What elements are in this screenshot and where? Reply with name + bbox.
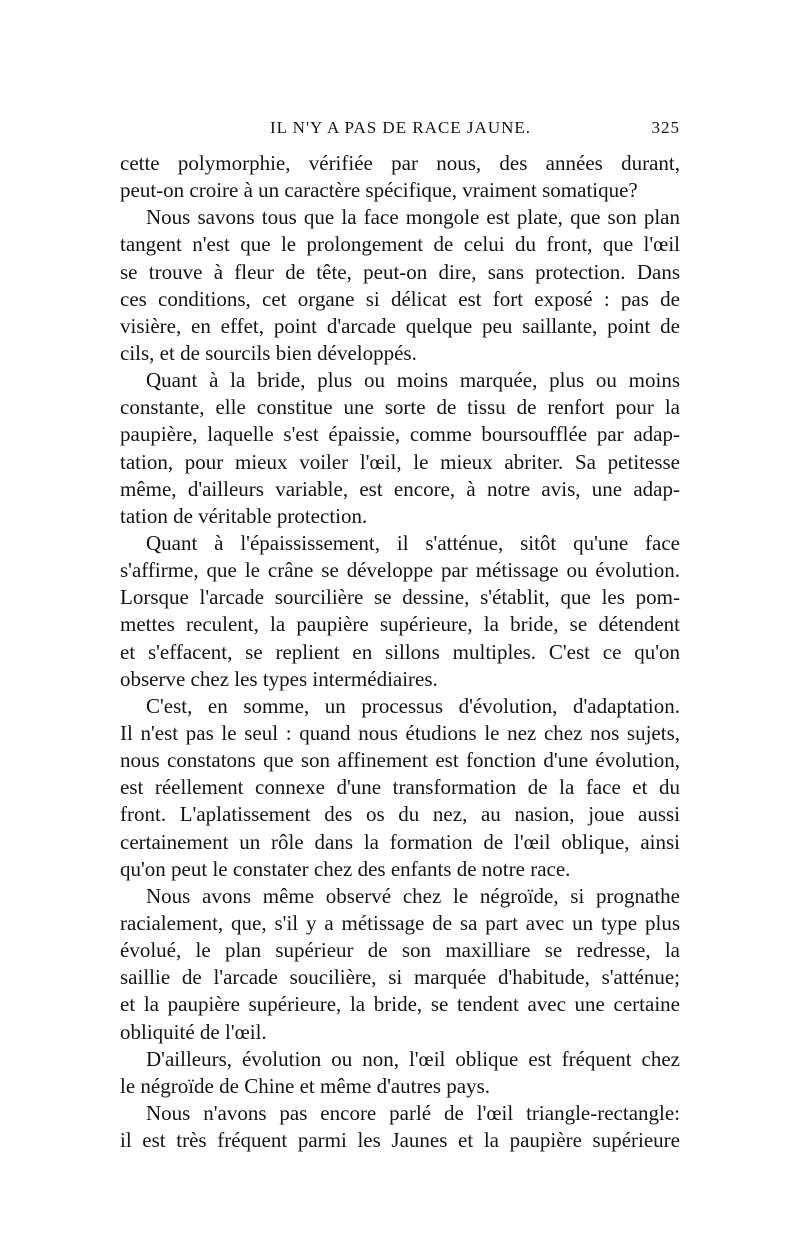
text-line: Il n'est pas le seul : quand nous étudions le nez chez nos sujets, <box>120 720 680 745</box>
text-line: il est très fréquent parmi les Jaunes et la paupière supérieure <box>120 1128 680 1153</box>
text-line: certainement un rôle dans la formation de l'œil oblique, ainsi <box>120 829 680 854</box>
text-line: et s'effacent, se replient en sillons multiples. C'est ce qu'on <box>120 639 680 664</box>
text-line: D'ailleurs, évolution ou non, l'œil oblique est fréquent chez <box>146 1046 680 1071</box>
text-line: observe chez les types intermédiaires. <box>120 666 438 691</box>
text-line: mettes reculent, la paupière supérieure, la bride, se détendent <box>120 612 680 637</box>
text-line: cils, et de sourcils bien développés. <box>120 340 417 365</box>
text-line: cette polymorphie, vérifiée par nous, des années durant, <box>120 151 680 175</box>
text-line: ces conditions, cet organe si délicat est fort exposé : pas de <box>120 286 680 311</box>
text-line: Nous n'avons pas encore parlé de l'œil triangle-rectangle: <box>146 1100 680 1125</box>
body-text <box>120 150 680 1154</box>
text-line: Lorsque l'arcade sourcilière se dessine, s'établit, que les pom- <box>120 585 680 610</box>
text-line: Quant à l'épaississement, il s'atténue, sitôt qu'une face <box>146 530 680 555</box>
text-line: saillie de l'arcade soucilière, si marquée d'habitude, s'atténue; <box>120 965 680 990</box>
text-line: Quant à la bride, plus ou moins marquée, plus ou moins <box>146 368 680 393</box>
text-line: s'affirme, que le crâne se développe par métissage ou évolution. <box>120 558 680 583</box>
text-line: est réellement connexe d'une transformation de la face et du <box>120 775 680 800</box>
text-line: visière, en effet, point d'arcade quelque peu saillante, point de <box>120 313 680 338</box>
text-line: obliquité de l'œil. <box>120 1019 267 1044</box>
running-head-title: IL N'Y A PAS DE RACE JAUNE. <box>270 118 532 137</box>
text-line: Nous avons même observé chez le négroïde, si prognathe <box>146 883 680 908</box>
text-line: racialement, que, s'il y a métissage de sa part avec un type plus <box>120 910 680 935</box>
page-number: 325 <box>651 118 680 137</box>
text-line: tation de véritable protection. <box>120 503 368 528</box>
text-line: C'est, en somme, un processus d'évolution, d'adaptation. <box>146 693 680 718</box>
text-line: front. L'aplatissement des os du nez, au nasion, joue aussi <box>120 802 680 827</box>
text-line: qu'on peut le constater chez des enfants de notre race. <box>120 856 571 881</box>
text-line: tangent n'est que le prolongement de celui du front, que l'œil <box>120 232 680 257</box>
running-head <box>120 118 680 144</box>
text-line: se trouve à fleur de tête, peut-on dire, sans protection. Dans <box>120 259 680 284</box>
text-line: nous constatons que son affinement est fonction d'une évolution, <box>120 748 680 773</box>
text-line: même, d'ailleurs variable, est encore, à notre avis, une adap- <box>120 476 680 501</box>
text-line: le négroïde de Chine et même d'autres pays. <box>120 1073 490 1098</box>
text-line: Nous savons tous que la face mongole est plate, que son plan <box>146 205 680 230</box>
text-line: évolué, le plan supérieur de son maxilliare se redresse, la <box>120 938 680 963</box>
text-line: tation, pour mieux voiler l'œil, le mieux abriter. Sa petitesse <box>120 449 680 474</box>
text-line: constante, elle constitue une sorte de tissu de renfort pour la <box>120 395 680 420</box>
text-line: paupière, laquelle s'est épaissie, comme boursoufflée par adap- <box>120 422 680 447</box>
text-line: et la paupière supérieure, la bride, se tendent avec une certaine <box>120 992 680 1017</box>
text-line: peut-on croire à un caractère spécifique, vraiment somatique? <box>120 178 638 203</box>
